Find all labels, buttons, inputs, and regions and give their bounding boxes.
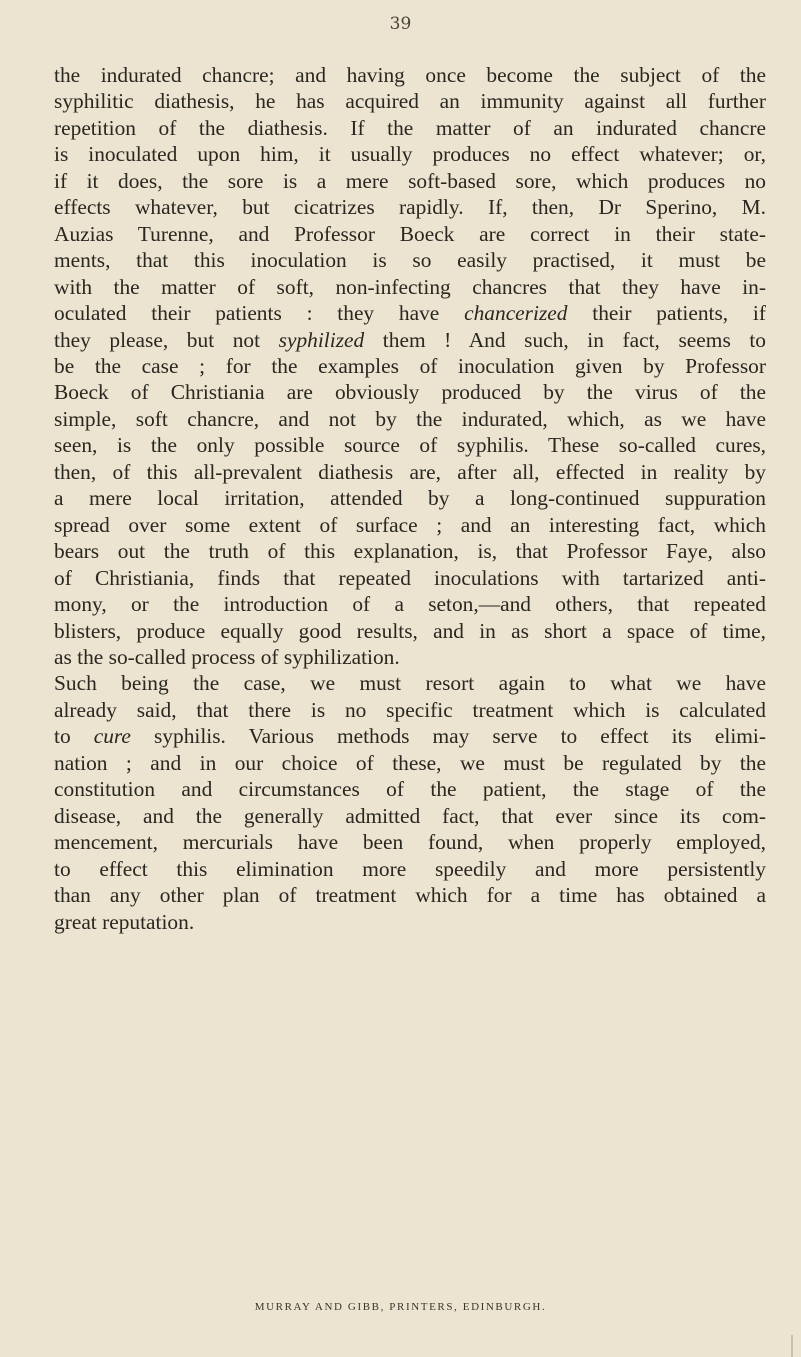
text-line: effects whatever, but cicatrizes rapidly. If, then, Dr Sperino, M.: [54, 195, 766, 220]
italic-term: cure: [93, 724, 131, 749]
text-line: the indurated chancre; and having once become the subject of the: [54, 63, 766, 87]
text-line: bears out the truth of this explanation, is, that Professor Faye, also: [54, 539, 766, 564]
text-line: to cure syphilis. Various methods may serve to effect its elimi-: [54, 724, 766, 749]
text-line: nation ; and in our choice of these, we must be regulated by the: [54, 750, 766, 775]
text-line: great reputation.: [54, 909, 195, 934]
text-line: Auzias Turenne, and Professor Boeck are correct in their state-: [54, 221, 766, 246]
text-line: than any other plan of treatment which for a time has obtained a: [54, 883, 766, 908]
text-line: repetition of the diathesis. If the matter of an indurated chancre: [54, 115, 766, 140]
edge-mark: [791, 1335, 793, 1357]
text-line: already said, that there is no specific treatment which is calculated: [54, 697, 766, 722]
text-line: mony, or the introduction of a seton,—and others, that repeated: [54, 592, 766, 617]
text-line: of Christiania, finds that repeated inoculations with tartarized anti-: [54, 565, 766, 590]
italic-term: syphilized: [278, 327, 365, 352]
page-number: 39: [389, 14, 412, 34]
text-line: is inoculated upon him, it usually produces no effect whatever; or,: [54, 142, 766, 167]
text-line: to effect this elimination more speedily and more persistently: [54, 856, 766, 881]
text-line: as the so-called process of syphilization.: [54, 644, 400, 669]
text-line: Boeck of Christiania are obviously produced by the virus of the: [54, 380, 766, 405]
text-line: oculated their patients : they have chancerized their patients, if: [54, 301, 766, 326]
text-line: disease, and the generally admitted fact, that ever since its com-: [54, 803, 766, 828]
text-line: mencement, mercurials have been found, when properly employed,: [54, 830, 766, 855]
text-line: they please, but not syphilized them ! And such, in fact, seems to: [54, 327, 766, 352]
text-line: simple, soft chancre, and not by the indurated, which, as we have: [54, 406, 766, 431]
text-line: syphilitic diathesis, he has acquired an immunity against all further: [54, 89, 766, 114]
body-text: [54, 62, 766, 935]
text-line: if it does, the sore is a mere soft-based sore, which produces no: [54, 168, 766, 193]
text-line: constitution and circumstances of the patient, the stage of the: [54, 777, 766, 802]
text-line: spread over some extent of surface ; and an interesting fact, which: [54, 512, 766, 537]
text-line: blisters, produce equally good results, and in as short a space of time,: [54, 618, 766, 643]
text-line: a mere local irritation, attended by a long-continued suppuration: [54, 486, 766, 511]
text-line: be the case ; for the examples of inoculation given by Professor: [54, 353, 766, 378]
italic-term: chancerized: [464, 301, 568, 326]
text-line: Such being the case, we must resort again to what we have: [54, 671, 766, 696]
text-line: seen, is the only possible source of syphilis. These so-called cures,: [54, 433, 766, 458]
printer-imprint: MURRAY AND GIBB, PRINTERS, EDINBURGH.: [254, 1301, 547, 1313]
text-line: ments, that this inoculation is so easily practised, it must be: [54, 248, 766, 273]
text-line: with the matter of soft, non-infecting chancres that they have in-: [54, 274, 766, 299]
text-line: then, of this all-prevalent diathesis are, after all, effected in reality by: [54, 459, 766, 484]
